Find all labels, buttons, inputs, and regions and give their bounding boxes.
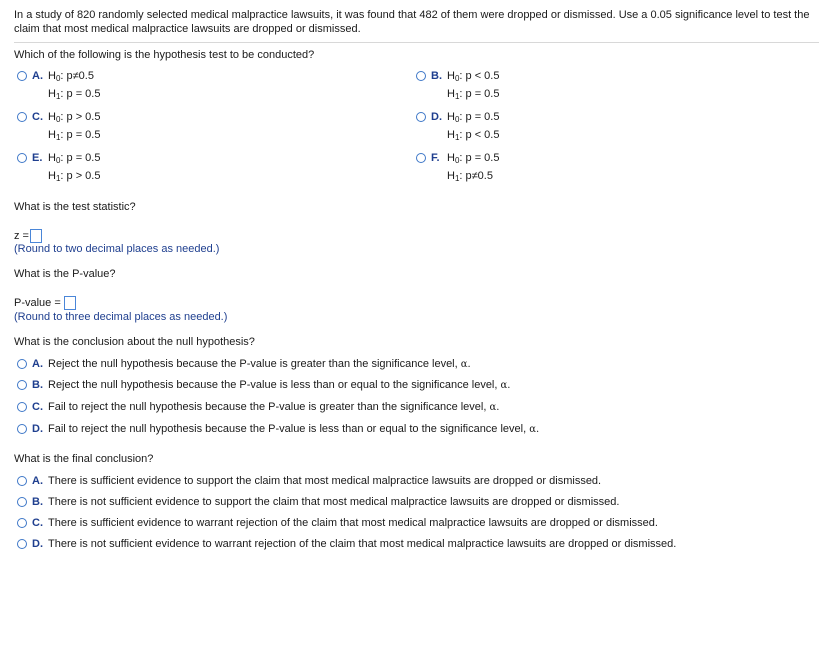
- option-letter: F.: [431, 152, 440, 164]
- divider: [14, 42, 819, 43]
- radio-button[interactable]: [17, 476, 27, 486]
- alternative-hypothesis: $H_1$: p = 0.5: [447, 88, 500, 101]
- option-letter: C.: [32, 517, 43, 529]
- option-text: Reject the null hypothesis because the P-value is greater than the significance level, α.: [48, 358, 471, 370]
- null-hypothesis: $H_0$: p < 0.5: [447, 70, 500, 83]
- option-letter: A.: [32, 358, 43, 370]
- radio-button[interactable]: [416, 112, 426, 122]
- option-letter: A.: [32, 475, 43, 487]
- alternative-hypothesis: $H_1$: p > 0.5: [48, 170, 101, 183]
- option-letter: C.: [32, 401, 43, 413]
- null-conclusion-option-c[interactable]: [17, 401, 499, 413]
- radio-button[interactable]: [17, 359, 27, 369]
- final-conclusion-option-d[interactable]: [17, 538, 676, 550]
- option-letter: B.: [431, 70, 442, 82]
- option-letter: D.: [32, 538, 43, 550]
- question-test-statistic-prompt: What is the test statistic?: [14, 201, 136, 213]
- option-letter: B.: [32, 379, 43, 391]
- radio-button[interactable]: [416, 71, 426, 81]
- radio-button[interactable]: [416, 153, 426, 163]
- alternative-hypothesis: $H_1$: p < 0.5: [447, 129, 500, 142]
- alternative-hypothesis: $H_1$: p = 0.5: [48, 129, 101, 142]
- alternative-hypothesis: $H_1$: p≠0.5: [447, 170, 493, 183]
- question-final-conclusion-prompt: What is the final conclusion?: [14, 453, 154, 465]
- option-letter: A.: [32, 70, 43, 82]
- radio-button[interactable]: [17, 402, 27, 412]
- radio-button[interactable]: [17, 424, 27, 434]
- option-text: There is sufficient evidence to support the claim that most medical malpractice lawsuits are dropped or dismissed.: [48, 475, 602, 487]
- problem-statement: In a study of 820 randomly selected medical malpractice lawsuits, it was found that 482 of them were dropped or dismissed. Use a 0.05 significance level to test the claim that most medical malpractice lawsuits are dropped or dismissed.: [14, 9, 810, 35]
- null-hypothesis: $H_0$: p = 0.5: [447, 111, 500, 124]
- test-statistic-row: [14, 229, 42, 243]
- option-text: There is not sufficient evidence to support the claim that most medical malpractice lawsuits are dropped or dismissed.: [48, 496, 620, 508]
- final-conclusion-option-c[interactable]: [17, 517, 658, 529]
- radio-button[interactable]: [17, 380, 27, 390]
- hypothesis-option-d[interactable]: [416, 111, 499, 144]
- p-value-input[interactable]: [64, 296, 76, 310]
- null-conclusion-option-d[interactable]: [17, 423, 539, 435]
- p-value-label: P-value =: [14, 297, 61, 309]
- null-hypothesis: $H_0$: p = 0.5: [48, 152, 101, 165]
- option-letter: D.: [32, 423, 43, 435]
- round-note: (Round to three decimal places as needed.): [14, 311, 228, 323]
- hypothesis-option-b[interactable]: [416, 70, 499, 103]
- option-text: There is not sufficient evidence to warrant rejection of the claim that most medical malpractice lawsuits are dropped or dismissed.: [48, 538, 677, 550]
- option-letter: E.: [32, 152, 43, 164]
- test-statistic-label: z =: [14, 230, 29, 242]
- option-letter: D.: [431, 111, 442, 123]
- p-value-row: [14, 296, 76, 310]
- radio-button[interactable]: [17, 112, 27, 122]
- option-text: Fail to reject the null hypothesis because the P-value is greater than the significance level, α.: [48, 401, 500, 413]
- option-text: Reject the null hypothesis because the P-value is less than or equal to the significance level, α.: [48, 379, 511, 391]
- option-text: There is sufficient evidence to warrant rejection of the claim that most medical malpractice lawsuits are dropped or dismissed.: [48, 517, 658, 529]
- option-letter: B.: [32, 496, 43, 508]
- hypothesis-option-c[interactable]: [17, 111, 100, 144]
- option-letter: C.: [32, 111, 43, 123]
- question-null-conclusion-prompt: What is the conclusion about the null hypothesis?: [14, 336, 255, 348]
- hypothesis-option-e[interactable]: [17, 152, 100, 185]
- radio-button[interactable]: [17, 71, 27, 81]
- radio-button[interactable]: [17, 518, 27, 528]
- null-hypothesis: $H_0$: p = 0.5: [447, 152, 500, 165]
- round-note: (Round to two decimal places as needed.): [14, 243, 220, 255]
- null-hypothesis: $H_0$: p≠0.5: [48, 70, 94, 83]
- final-conclusion-option-b[interactable]: [17, 496, 619, 508]
- option-text: Fail to reject the null hypothesis because the P-value is less than or equal to the significance level, α.: [48, 423, 540, 435]
- null-hypothesis: $H_0$: p > 0.5: [48, 111, 101, 124]
- test-statistic-input[interactable]: [30, 229, 42, 243]
- question-hypothesis-prompt: Which of the following is the hypothesis test to be conducted?: [14, 49, 315, 61]
- alternative-hypothesis: $H_1$: p = 0.5: [48, 88, 101, 101]
- null-conclusion-option-b[interactable]: [17, 379, 510, 391]
- null-conclusion-option-a[interactable]: [17, 358, 471, 370]
- final-conclusion-option-a[interactable]: [17, 475, 601, 487]
- radio-button[interactable]: [17, 539, 27, 549]
- hypothesis-option-f[interactable]: [416, 152, 499, 185]
- radio-button[interactable]: [17, 497, 27, 507]
- question-p-value-prompt: What is the P-value?: [14, 268, 116, 280]
- radio-button[interactable]: [17, 153, 27, 163]
- hypothesis-option-a[interactable]: [17, 70, 100, 103]
